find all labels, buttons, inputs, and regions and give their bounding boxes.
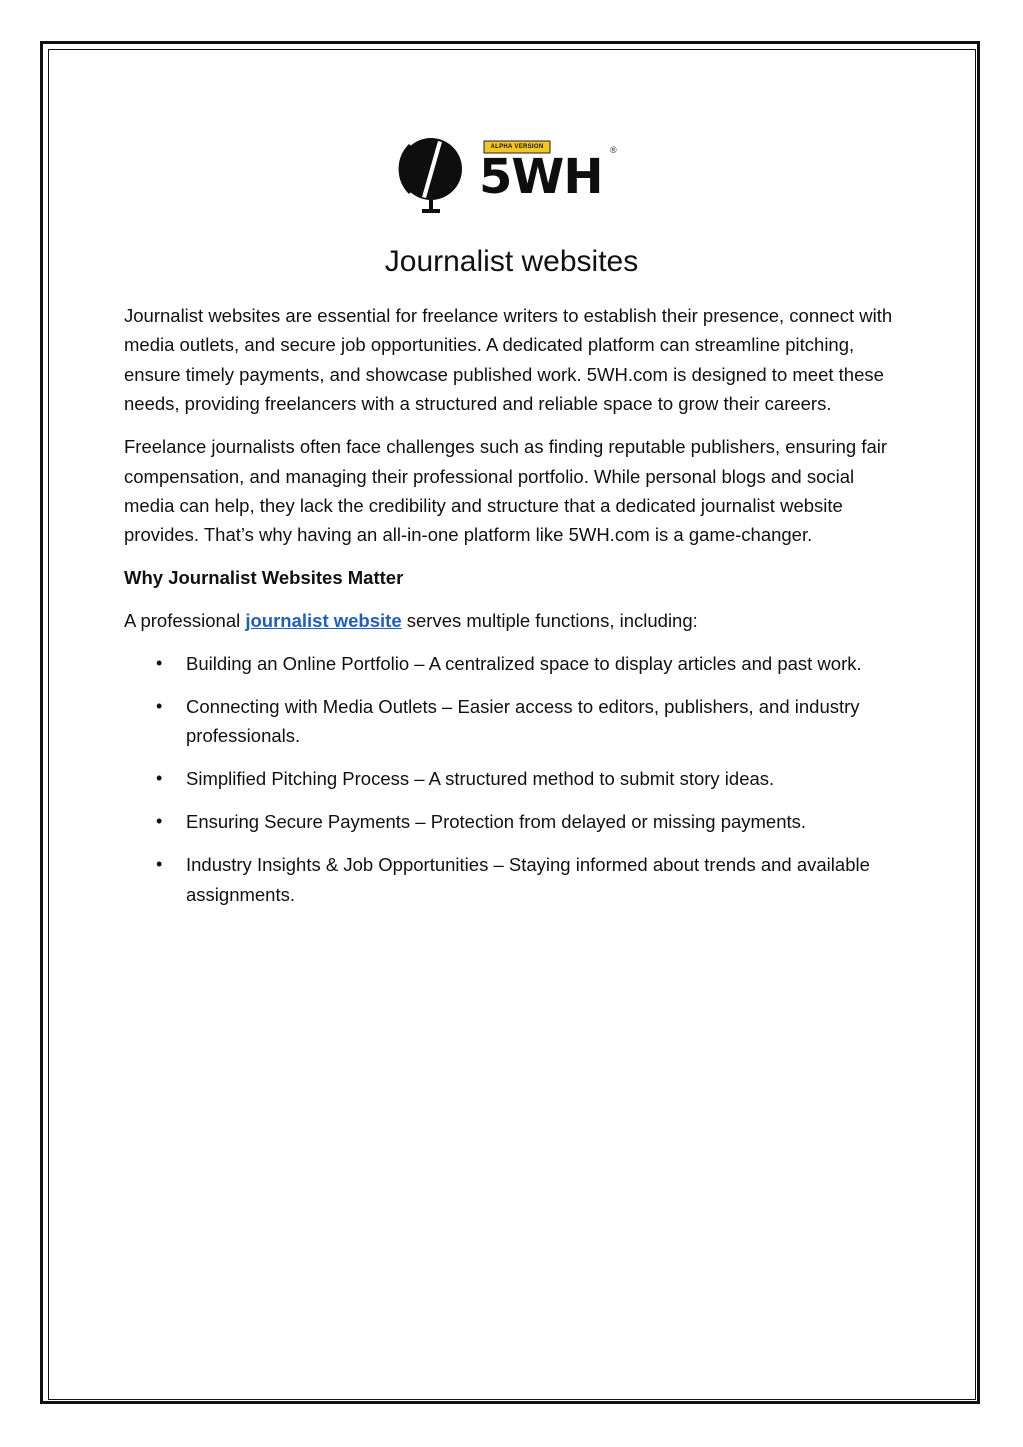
- paragraph-challenges: Freelance journalists often face challenges such as finding reputable publishers, ensuring fair compensation, and managing their professional portfolio. While personal blogs and social media can help, they lack the credibility and structure that a dedicated journalist website provides. That’s why having an all-in-one platform like 5WH.com is a game-changer.: [124, 436, 888, 546]
- logo-wordmark: 5WH: [479, 149, 603, 205]
- bullet-icon: •: [156, 854, 163, 875]
- journalist-website-link[interactable]: journalist website: [245, 610, 402, 632]
- bullet-icon: •: [156, 695, 163, 716]
- list-item: [124, 850, 904, 909]
- page-title: Journalist websites: [384, 245, 639, 278]
- list-item-text: Simplified Pitching Process – A structured method to submit story ideas.: [186, 768, 775, 790]
- functions-list: [124, 649, 904, 909]
- list-item-text: Industry Insights & Job Opportunities – Staying informed about trends and available assignments.: [186, 854, 870, 905]
- list-item-text: Building an Online Portfolio – A centralized space to display articles and past work.: [186, 653, 862, 675]
- list-item: [124, 764, 904, 793]
- alpha-version-badge: ALPHA VERSION: [490, 144, 544, 150]
- 5wh-logo: [398, 131, 628, 217]
- link-sentence-prefix: A professional: [124, 610, 246, 632]
- registered-mark: ®: [610, 145, 617, 155]
- bullet-icon: •: [156, 653, 163, 674]
- list-item: [124, 649, 904, 678]
- link-sentence-suffix: serves multiple functions, including:: [401, 610, 698, 632]
- list-item: [124, 807, 904, 836]
- bullet-icon: •: [156, 768, 163, 789]
- list-item: [124, 692, 904, 751]
- document-body: [124, 301, 904, 922]
- link-sentence: [124, 606, 904, 635]
- paragraph-intro: Journalist websites are essential for freelance writers to establish their presence, connect with media outlets, and secure job opportunities. A dedicated platform can streamline pitching, ensure timely payments, and showcase published work. 5WH.com is designed to meet these needs, providing freelancers with a structured and reliable space to grow their careers.: [124, 305, 893, 415]
- section-heading: Why Journalist Websites Matter: [124, 567, 404, 589]
- bullet-icon: •: [156, 811, 163, 832]
- list-item-text: Ensuring Secure Payments – Protection from delayed or missing payments.: [186, 811, 807, 833]
- list-item-text: Connecting with Media Outlets – Easier access to editors, publishers, and industry professionals.: [186, 695, 860, 747]
